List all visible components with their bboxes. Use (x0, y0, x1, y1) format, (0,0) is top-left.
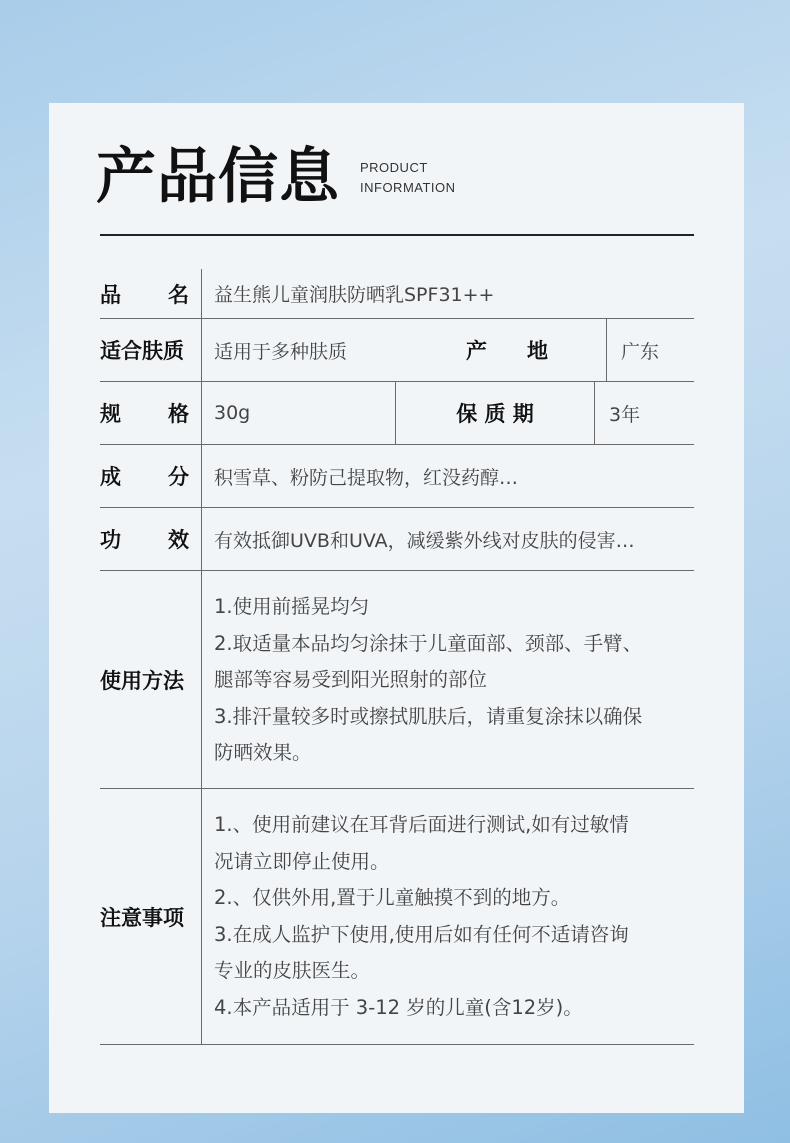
row-efficacy (100, 508, 694, 571)
value-precautions (202, 789, 694, 1044)
label-ingredients (100, 445, 202, 507)
label-char: 功 (100, 528, 121, 552)
value-efficacy: 有效抵御UVB和UVA，减缓紫外线对皮肤的侵害… (214, 529, 635, 552)
usage-line: 防晒效果。 (214, 741, 312, 765)
usage-line: 腿部等容易受到阳光照射的部位 (214, 668, 488, 692)
label-char: 规 (100, 402, 121, 426)
label-char: 分 (168, 465, 189, 489)
precaution-line: 3.在成人监护下使用,使用后如有任何不适请咨询 (214, 922, 629, 946)
value-origin: 广东 (621, 340, 660, 363)
label-efficacy (100, 508, 202, 570)
value-skin-type: 适用于多种肤质 (214, 340, 348, 363)
label-char: 地 (527, 339, 548, 363)
precaution-line: 4.本产品适用于 3-12 岁的儿童(含12岁)。 (214, 995, 583, 1019)
value-ingredients: 积雪草、粉防己提取物，红没药醇… (214, 466, 519, 489)
row-ingredients (100, 445, 694, 508)
label-char: 名 (168, 282, 189, 307)
row-product-name (100, 269, 694, 319)
row-skin-origin (100, 319, 694, 382)
label-skin-type: 适合肤质 (100, 319, 202, 381)
usage-line: 2.取适量本品均匀涂抹于儿童面部、颈部、手臂、 (214, 631, 643, 655)
value-usage (202, 571, 694, 788)
info-table (100, 269, 694, 1045)
precaution-line: 专业的皮肤医生。 (214, 959, 371, 983)
label-char: 成 (100, 465, 121, 489)
precaution-line: 1.、使用前建议在耳背后面进行测试,如有过敏情 (214, 813, 629, 836)
header-divider (100, 234, 694, 236)
label-char: 效 (168, 528, 189, 552)
usage-line: 3.排汗量较多时或擦拭肌肤后，请重复涂抹以确保 (214, 704, 643, 728)
label-origin (408, 319, 607, 381)
precaution-line: 2.、仅供外用,置于儿童触摸不到的地方。 (214, 886, 571, 910)
row-spec-shelf-life (100, 382, 694, 445)
label-usage: 使用方法 (100, 571, 202, 788)
page-title: 产品信息 (96, 142, 340, 212)
label-shelf-life: 保 质 期 (396, 382, 595, 444)
precaution-line: 况请立即停止使用。 (214, 849, 390, 873)
label-char: 产 (466, 339, 487, 363)
value-shelf-life: 3年 (609, 403, 641, 426)
product-info-card (49, 103, 744, 1113)
label-precautions: 注意事项 (100, 789, 202, 1044)
subtitle-line-1: PRODUCT (360, 160, 428, 175)
label-spec (100, 382, 202, 444)
row-usage (100, 571, 694, 789)
label-product-name (100, 269, 202, 318)
row-precautions (100, 789, 694, 1044)
value-spec: 30g (202, 382, 396, 444)
value-product-name: 益生熊儿童润肤防晒乳SPF31++ (214, 284, 495, 306)
label-char: 格 (168, 402, 189, 426)
subtitle-line-2: INFORMATION (360, 180, 456, 195)
page-subtitle (360, 158, 456, 198)
label-char: 品 (100, 282, 121, 307)
usage-line: 1.使用前摇晃均匀 (214, 595, 370, 618)
